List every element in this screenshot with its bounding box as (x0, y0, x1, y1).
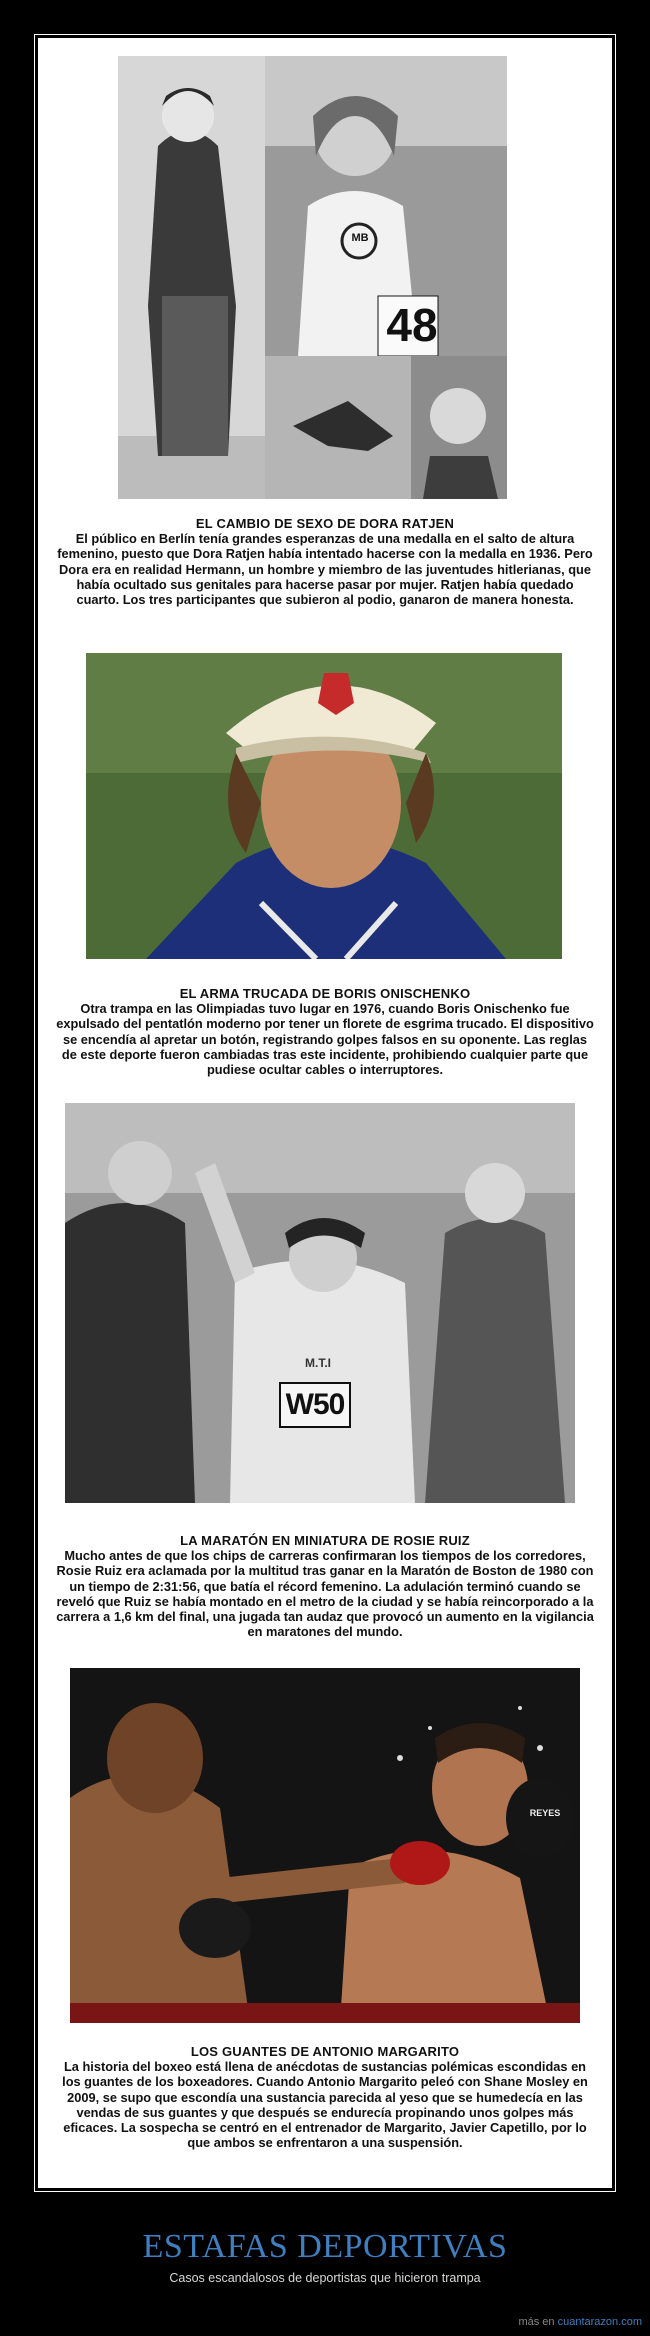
section-text: El público en Berlín tenía grandes esperanzas de una medalla en el salto de altura femenino, puesto que Dora Ratjen había intentado hacerse con la medalla en 1936. Pero Dora era en realidad Hermann, un hombre y miembro de las juventudes hitlerianas, que había ocultado sus genitales para hacerse pasar por mujer. Ratjen había quedado cuarto. Los tres participantes que subieron al podio, ganaron de manera honesta. (57, 531, 593, 608)
credit-prefix: más en (518, 2316, 555, 2328)
boris-onischenko-photo (86, 653, 562, 959)
section-title: EL CAMBIO DE SEXO DE DORA RATJEN (195, 516, 455, 531)
shirt-lettering: M.T.I (305, 1356, 331, 1370)
section-title: LOS GUANTES DE ANTONIO MARGARITO (190, 2044, 460, 2059)
section-caption-rosie (54, 1533, 596, 1640)
section-text: Mucho antes de que los chips de carreras confirmaran los tiempos de los corredores, Rosie Ruiz era aclamada por la multitud tras ganar en la Maratón de Boston de 1980 con un tiempo de 2:31:56, que batía el récord femenino. La adulación terminó cuando se reveló que Ruiz se había montado en el metro de la ciudad y se había reincorporado a la carrera a 1,6 km del final, una jugada tan audaz que provocó un aumento en la vigilancia en maratones del mundo. (56, 1548, 594, 1640)
section-caption-margarito (54, 2044, 596, 2151)
poster-title: ESTAFAS DEPORTIVAS (142, 2228, 508, 2265)
section-text: La historia del boxeo está llena de anécdotas de sustancias polémicas escondidas en los guantes de los boxeadores. Cuando Antonio Margarito peleó con Shane Mosley en 2009, se supo que escondía una sustancia parecida al yeso que se humedecía en las vendas de sus guantes y que después se endurecía propinando unos golpes más eficaces. La sospecha se centró en el entrenador de Margarito, Javier Capetillo, por lo que ambos se enfrentaron a una suspensión. (62, 2059, 588, 2151)
poster-card (38, 38, 612, 2188)
site-link[interactable]: cuantarazon.com (557, 2316, 642, 2328)
poster-subtitle: Casos escandalosos de deportistas que hicieron trampa (169, 2271, 481, 2285)
section-caption-boris (54, 986, 596, 1077)
dora-ratjen-photo-collage (118, 56, 507, 499)
bib-number: 48 (386, 299, 438, 351)
shirt-badge: MB (351, 232, 369, 244)
site-credit (518, 2316, 642, 2328)
glove-lettering: REYES (529, 1808, 561, 1818)
section-text: Otra trampa en las Olimpiadas tuvo lugar en 1976, cuando Boris Onischenko fue expulsado del pentatlón moderno por tener un florete de esgrima trucado. El dispositivo se encendía al apretar un botón, registrando golpes falsos en su oponente. Las reglas de este deporte fueron cambiadas tras este incidente, prohibiendo cualquier parte que pudiese ocultar cables o interruptores. (56, 1001, 594, 1078)
section-title: EL ARMA TRUCADA DE BORIS ONISCHENKO (179, 986, 471, 1001)
bib-number: W50 (285, 1388, 345, 1421)
rosie-ruiz-photo (65, 1103, 575, 1503)
section-title: LA MARATÓN EN MINIATURA DE ROSIE RUIZ (180, 1533, 470, 1548)
section-caption-dora (54, 516, 596, 607)
antonio-margarito-photo (70, 1668, 580, 2023)
